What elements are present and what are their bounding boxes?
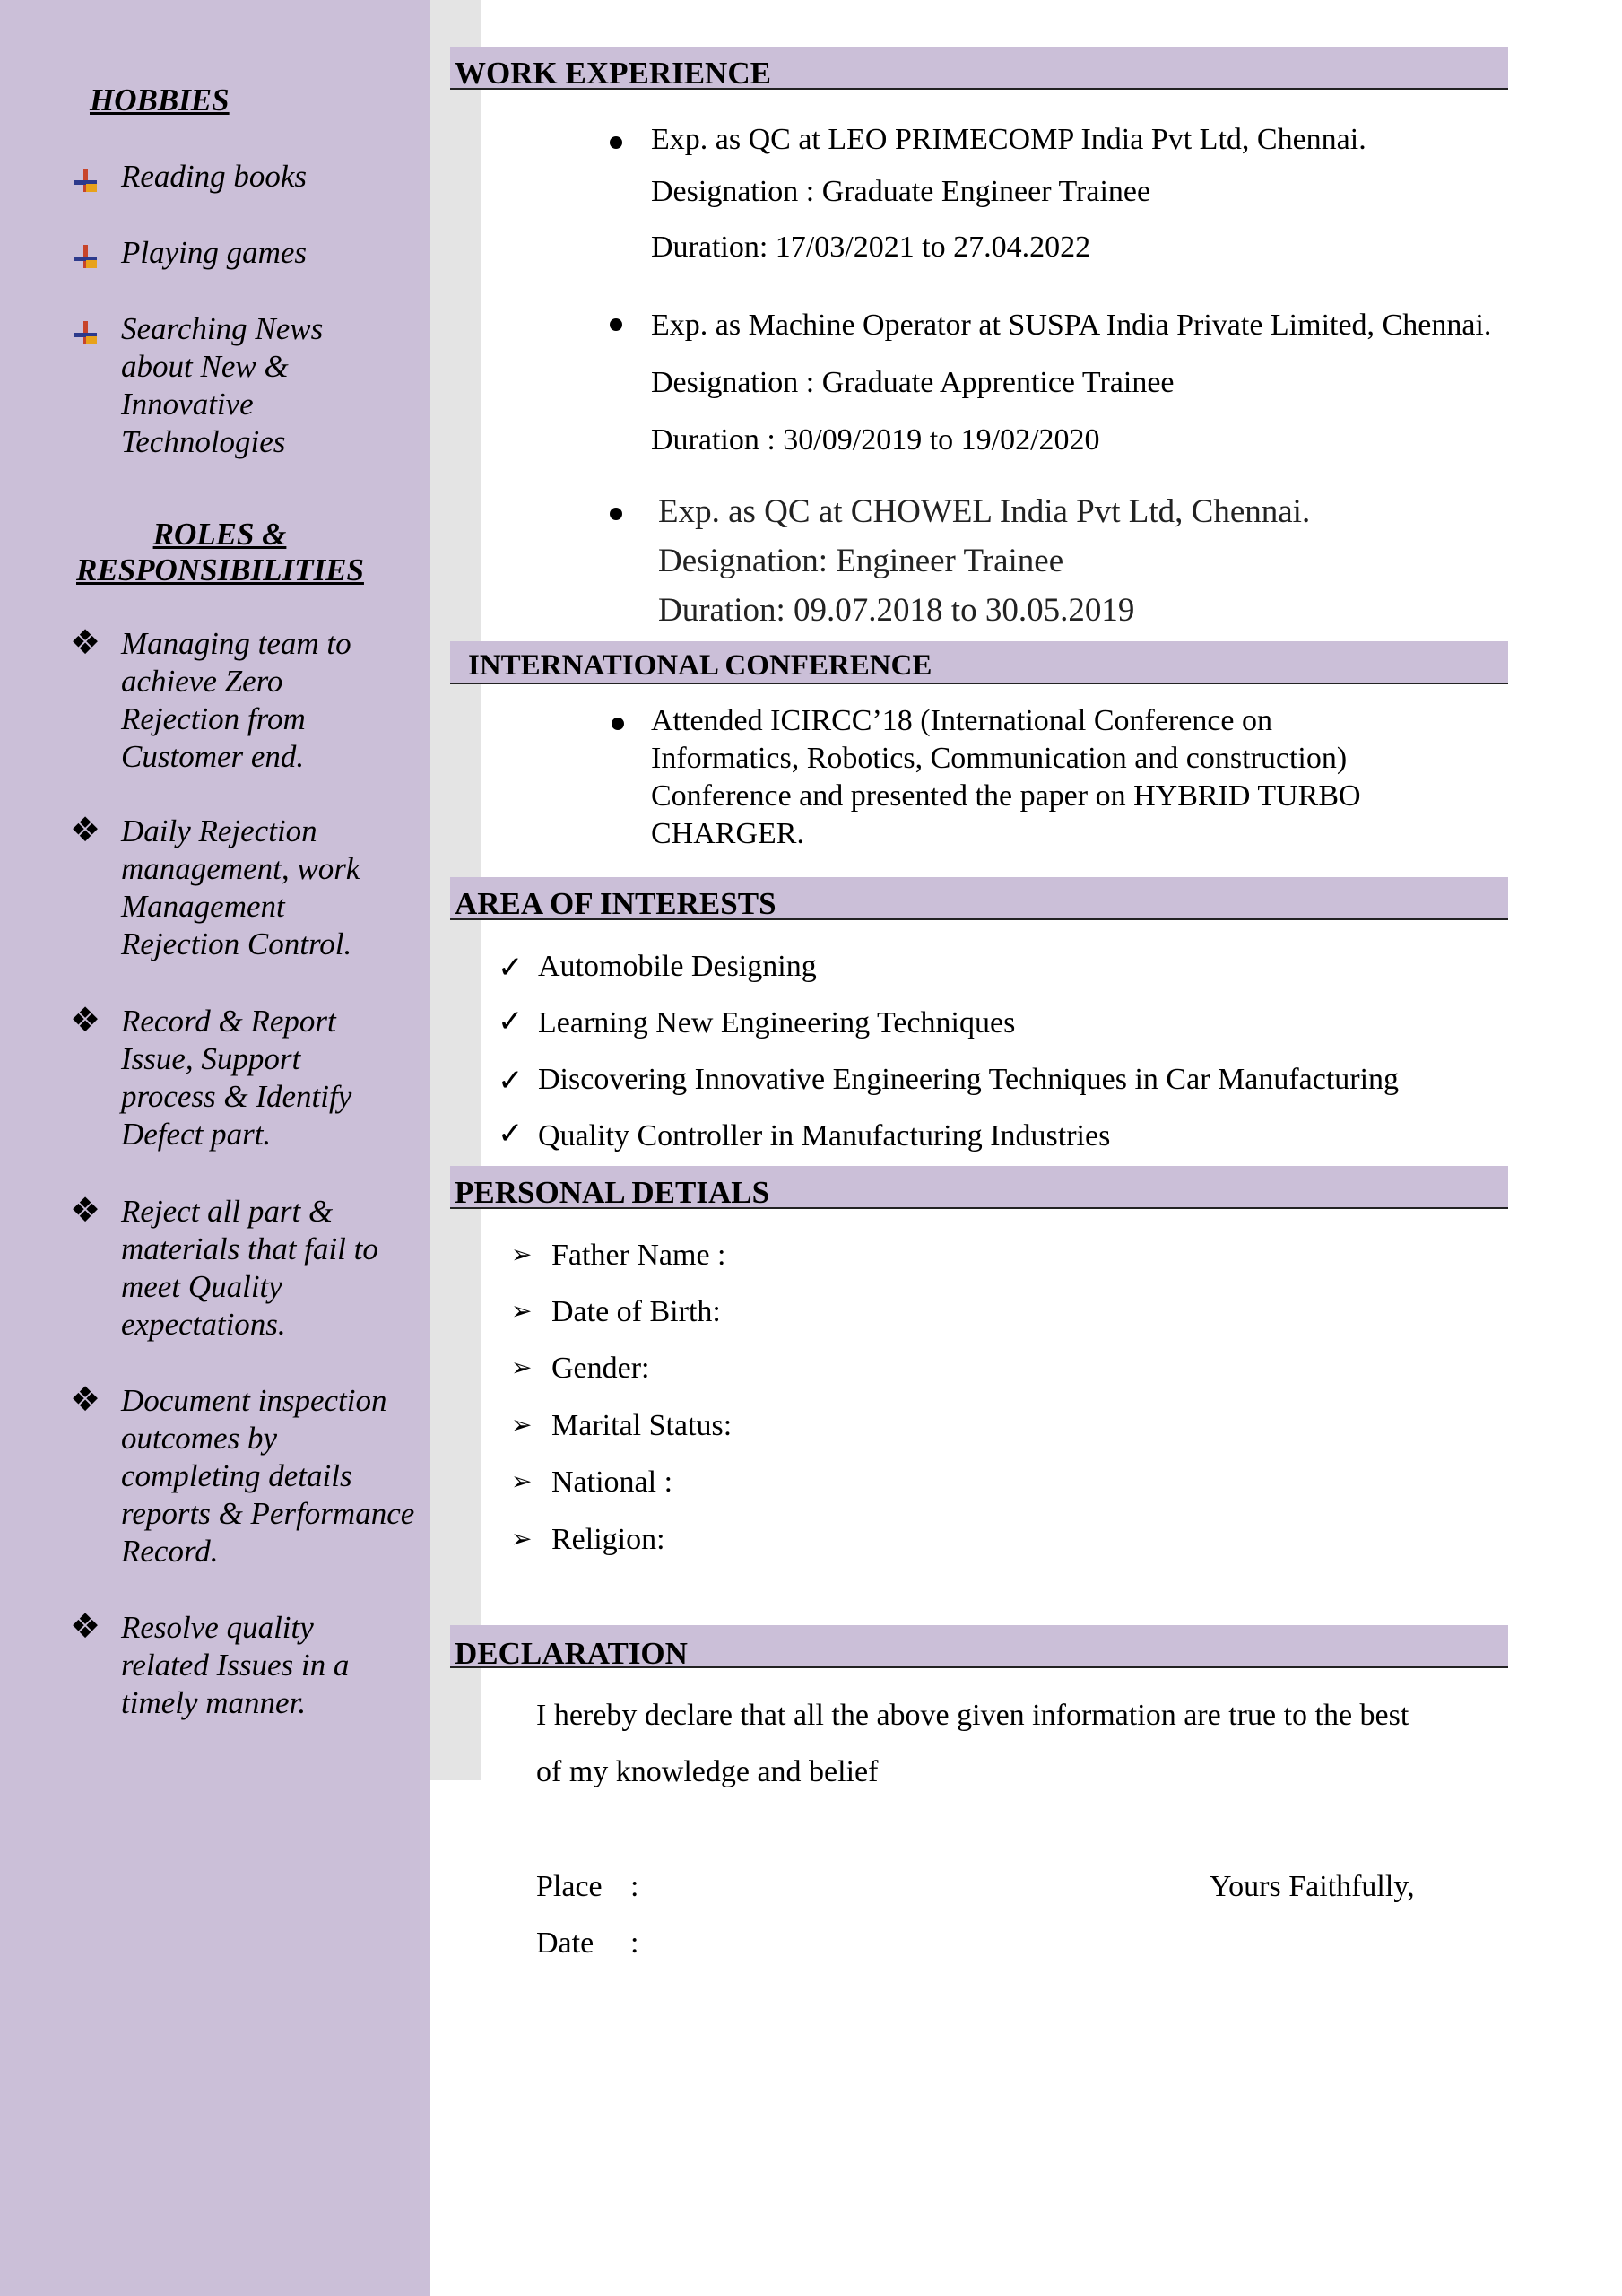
role-item: Daily Rejection management, work Management Rejection Control. [121,813,360,961]
role-item: Record & Report Issue, Support process & Identify Defect part. [121,1004,352,1152]
bullet-icon [610,136,622,149]
personal-field: Religion: [551,1523,665,1556]
date-label: Date [536,1926,594,1960]
role-item: Managing team to achieve Zero Rejection from Customer end. [121,626,351,774]
declaration-text: I hereby declare that all the above given information are true to the best [536,1699,1409,1732]
check-icon: ✓ [498,1116,524,1152]
job-designation: Designation : Graduate Engineer Trainee [651,175,1151,208]
diamond-bullet-icon: ❖ [70,1000,101,1039]
roles-title-line1: ROLES & [152,517,287,552]
job-exp: Exp. as QC at LEO PRIMECOMP India Pvt Ltd, Chennai. [651,123,1366,156]
closing-text: Yours Faithfully, [1210,1870,1415,1903]
roles-title-line2: RESPONSIBILITIES [76,552,364,587]
conference-line: Informatics, Robotics, Communication and construction) [651,742,1348,775]
conference-line: Attended ICIRCC’18 (International Conference on [651,704,1273,737]
hobby-item: Playing games [121,235,308,270]
job-designation: Designation : Graduate Apprentice Trainee [651,366,1175,399]
bullet-icon [610,508,622,520]
job-exp: Exp. as Machine Operator at SUSPA India Private Limited, Chennai. [651,309,1492,342]
arrow-icon: ➢ [511,1239,533,1269]
bullet-icon [610,318,622,331]
personal-field: Gender: [551,1352,650,1385]
plus-bullet-icon [74,321,97,344]
arrow-icon: ➢ [511,1352,533,1382]
declaration-title: DECLARATION [455,1636,688,1671]
date-colon: : [630,1926,639,1960]
interest-item: Quality Controller in Manufacturing Industries [538,1119,1111,1152]
conference-line: Conference and presented the paper on HYBRID TURBO [651,779,1361,813]
arrow-icon: ➢ [511,1410,533,1439]
role-item: Resolve quality related Issues in a timely manner. [121,1610,350,1720]
place-label: Place [536,1870,603,1903]
personal-title: PERSONAL DETIALS [455,1175,770,1210]
diamond-bullet-icon: ❖ [70,1190,101,1230]
job-duration: Duration : 30/09/2019 to 19/02/2020 [651,423,1100,457]
personal-field: National : [551,1465,673,1499]
job-duration: Duration: 17/03/2021 to 27.04.2022 [651,230,1091,264]
personal-field: Father Name : [551,1239,726,1272]
arrow-icon: ➢ [511,1296,533,1326]
interest-item: Discovering Innovative Engineering Techniques in Car Manufacturing [538,1063,1400,1096]
role-item: Reject all part & materials that fail to meet Quality expectations. [121,1194,378,1342]
role-item: Document inspection outcomes by completing details reports & Performance Record. [121,1383,415,1569]
arrow-icon: ➢ [511,1466,533,1496]
job-designation: Designation: Engineer Trainee [658,543,1064,579]
diamond-bullet-icon: ❖ [70,1606,101,1646]
plus-bullet-icon [74,169,97,192]
work-experience-title: WORK EXPERIENCE [455,56,771,91]
check-icon: ✓ [498,1004,524,1039]
hobbies-title: HOBBIES [90,83,230,117]
hobby-item: Reading books [121,159,308,194]
conference-title: INTERNATIONAL CONFERENCE [468,649,932,682]
interest-item: Learning New Engineering Techniques [538,1006,1016,1039]
check-icon: ✓ [498,1063,524,1099]
personal-field: Marital Status: [551,1409,733,1442]
interest-item: Automobile Designing [538,950,817,983]
plus-bullet-icon [74,245,97,268]
arrow-icon: ➢ [511,1524,533,1553]
interests-title: AREA OF INTERESTS [455,886,776,921]
hobby-item: Searching News about New & Innovative Technologies [121,311,324,459]
diamond-bullet-icon: ❖ [70,810,101,849]
declaration-text: of my knowledge and belief [536,1755,879,1788]
diamond-bullet-icon: ❖ [70,1379,101,1419]
personal-field: Date of Birth: [551,1295,721,1328]
conference-line: CHARGER. [651,817,804,850]
job-exp: Exp. as QC at CHOWEL India Pvt Ltd, Chennai. [658,493,1311,530]
check-icon: ✓ [498,950,524,986]
roles-title [76,517,363,588]
bullet-icon [612,718,624,730]
diamond-bullet-icon: ❖ [70,622,101,662]
job-duration: Duration: 09.07.2018 to 30.05.2019 [658,592,1135,629]
place-colon: : [630,1870,639,1903]
